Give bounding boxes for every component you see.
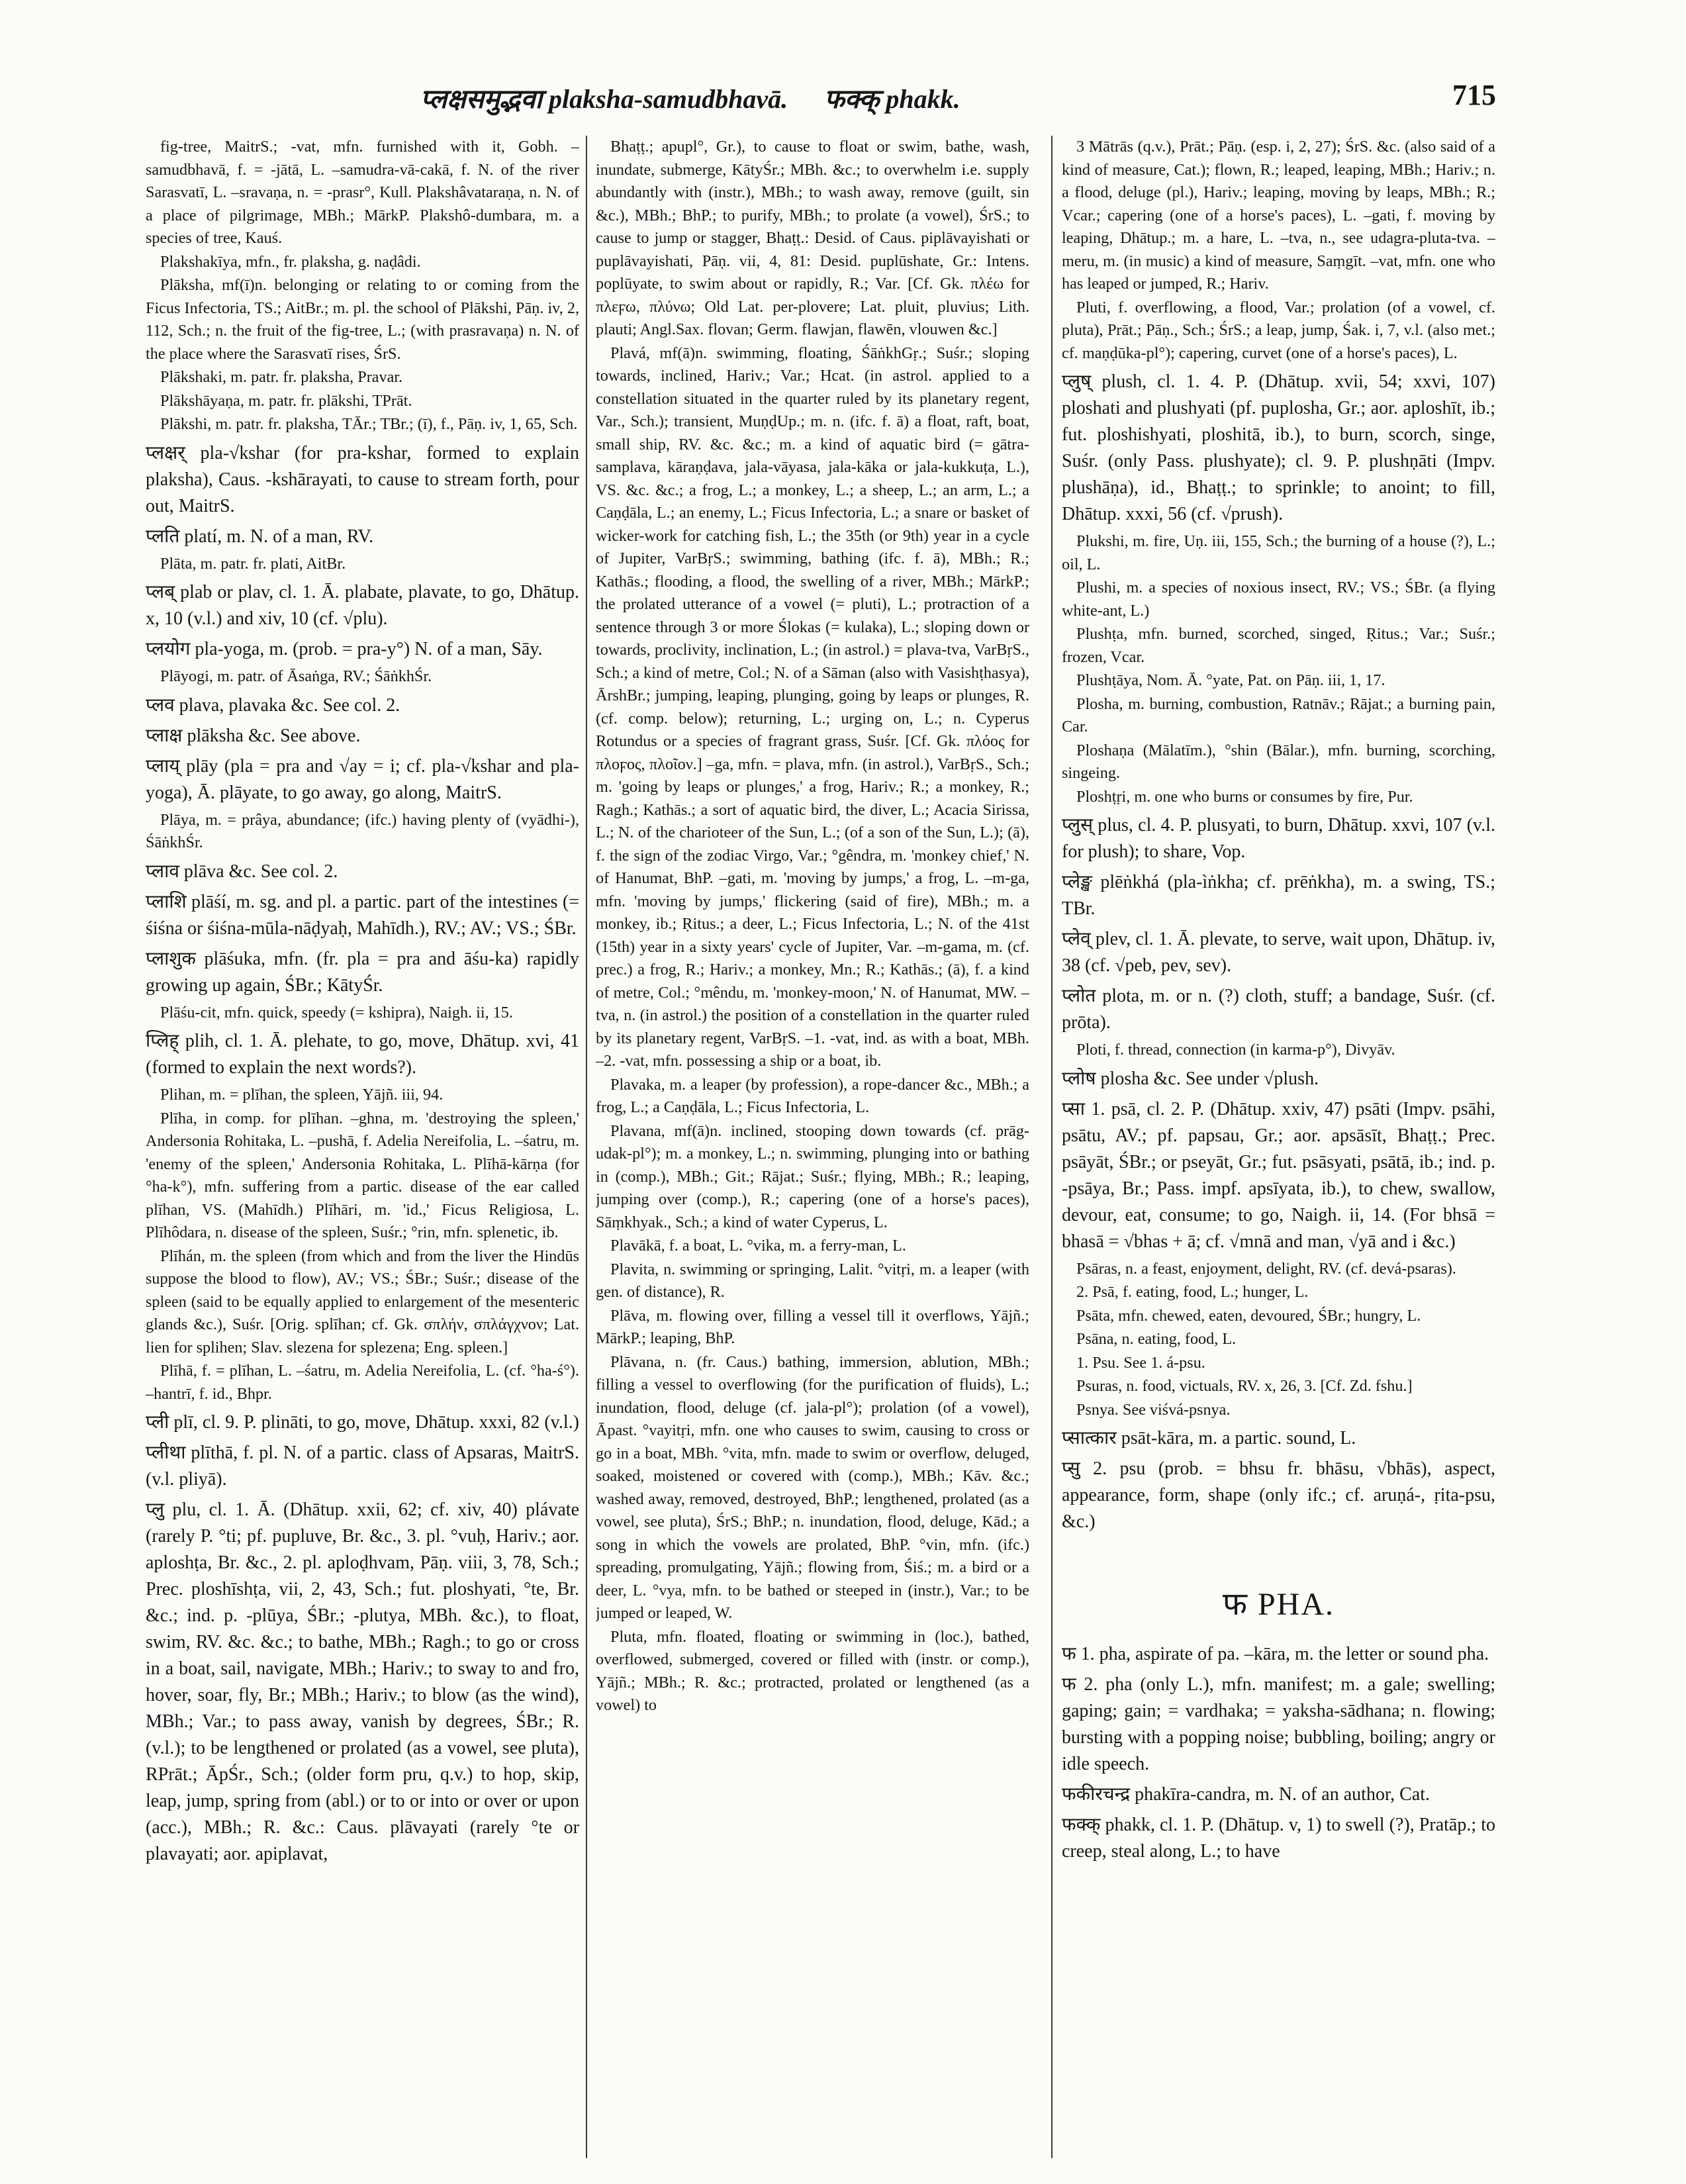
section-heading: फ PHA. [1222, 1587, 1335, 1622]
dictionary-entry: Ploti, f. thread, connection (in karma-p°), Divyāv. [1076, 1041, 1395, 1059]
dictionary-entry: Psnya. See viśvá-psnya. [1076, 1400, 1231, 1419]
column-2 [596, 136, 1029, 2161]
dictionary-entry: Plāya, m. = prâya, abundance; (ifc.) having plenty of (vyādhi-), ŚāṅkhŚr. [146, 810, 579, 851]
headword-entry: प्लुष् plush, cl. 1. 4. P. (Dhātup. xvii, 54; xxvi, 107) ploshati and plushyati (pf. puplosha, Gr.; aor. aploshīt, ib.; fut. ploshishyati, ploshitā, ib.), to burn, scorch, singe, Suśr. (only Pass. plushyate); cl. 9. P. plushṇāti (Impv. plushāṇa), id., Bhaṭṭ.; to sprinkle; to anoint; to fill, Dhātup. xxxi, 56 (cf. √prush). [1062, 371, 1495, 524]
page-number: 715 [1452, 79, 1496, 111]
headword-entry: प्लाव plāva &c. See col. 2. [146, 861, 338, 882]
dictionary-entry: Plāvana, n. (fr. Caus.) bathing, immersion, ablution, MBh.; filling a vessel to overflowing (for the purification of fluids), L.; inundation, flood, deluge (cf. jala-pl°); prolation (of a vowel), Āpast. °vayitṛi, mfn. one who causes to swim, causing to cross or go in a boat, MBh. °vita, mfn. made to swim or overflow, deluged, soaked, moistened or covered with (comp.), MBh.; Kāv. &c.; washed away, removed, destroyed, BhP.; lengthened, prolated (as a vowel, see pluta), ŚrS.; BhP.; n. inundation, flood, deluge, Kād.; a song in which the vowels are prolated, BhP. °vin, mfn. (ifc.) spreading, promulgating, Yājñ.; flowing from, Śiś.; m. a bird or a deer, L. °vya, mfn. to be bathed or steeped in (instr.), Var.; to be jumped or leaped, W. [596, 1353, 1029, 1622]
headword-entry: फक्क् phakk, cl. 1. P. (Dhātup. v, 1) to swell (?), Pratāp.; to creep, steal along, L.; to have [1062, 1815, 1495, 1862]
dictionary-entry: Psuras, n. food, victuals, RV. x, 26, 3. [Cf. Zd. fshu.] [1076, 1377, 1413, 1395]
column-3 [1062, 136, 1495, 2161]
header-mid-title: फक्क् phakk. [824, 84, 960, 114]
headword-entry: प्लाशुक plāśuka, mfn. (fr. pla = pra and āśu-ka) rapidly growing up again, ŚBr.; KātyŚr. [146, 948, 579, 996]
dictionary-entry: Plushṭāya, Nom. Ā. °yate, Pat. on Pāṇ. iii, 1, 17. [1076, 671, 1385, 689]
headword-entry: प्सात्कार psāt-kāra, m. a partic. sound, L. [1062, 1428, 1356, 1448]
dictionary-entry: Plāśu-cit, mfn. quick, speedy (= kshipra), Naigh. ii, 15. [160, 1003, 513, 1021]
headword-entry: प्लयोग pla-yoga, m. (prob. = pra-y°) N. of a man, Sāy. [146, 639, 543, 659]
headword-entry: प्लाक्ष plāksha &c. See above. [146, 725, 361, 746]
headword-entry: प्सा 1. psā, cl. 2. P. (Dhātup. xxiv, 47) psāti (Impv. psāhi, psātu, AV.; pf. papsau, Gr.; aor. apsāsīt, Bhaṭṭ.; Prec. psāyāt, ŚBr.; or pseyāt, Gr.; fut. psāsyati, psātā, ib.; ind. p. -psāya, Br.; Pass. impf. apsīyata, ib.), to chew, swallow, devour, eat, consume; to go, Naigh. ii, 14. (For bhsā = bhasā = √bhas + ā; cf. √mnā and man, √yā and i &c.) [1062, 1098, 1495, 1252]
dictionary-entry: Pluti, f. overflowing, a flood, Var.; prolation (of a vowel, cf. pluta), Prāt.; Pāṇ., Sch.; ŚrS.; a leap, jump, Śak. i, 7, v.l. (also met.; cf. maṇḍūka-pl°); capering, curvet (one of a horse's paces), L. [1062, 298, 1495, 362]
headword-entry: फ 1. pha, aspirate of pa. –kāra, m. the letter or sound pha. [1062, 1644, 1489, 1664]
page-header [142, 74, 1496, 120]
dictionary-entry: Ploshaṇa (Mālatīm.), °shin (Bālar.), mfn. burning, scorching, singeing. [1062, 741, 1495, 782]
dictionary-entry: Plākshaki, m. patr. fr. plaksha, Pravar. [160, 368, 403, 386]
dictionary-entry: Plāta, m. patr. fr. plati, AitBr. [160, 554, 346, 573]
headword-entry: प्लाशि plāśí, m. sg. and pl. a partic. part of the intestines (= śiśna or śiśna-mūla-nāḍyaḥ, Mahīdh.), RV.; AV.; VS.; ŚBr. [146, 891, 579, 939]
dictionary-entry: Plākshi, m. patr. fr. plaksha, TĀr.; TBr.; (ī), f., Pāṇ. iv, 1, 65, Sch. [160, 415, 578, 433]
headword-entry: प्लक्षर् pla-√kshar (for pra-kshar, formed to explain plaksha), Caus. -kshārayati, to cause to stream forth, pour out, MaitrS. [146, 442, 579, 516]
headword-entry: प्लब् plab or plav, cl. 1. Ā. plabate, plavate, to go, Dhātup. x, 10 (v.l.) and xiv, 10 (cf. √plu). [146, 582, 579, 629]
dictionary-entry: Plavana, mf(ā)n. inclined, stooping down towards (cf. prāg-udak-pl°); m. a monkey, L.; n. swimming, plunging into or bathing in (comp.), MBh.; Git.; Rājat.; Suśr.; flying, MBh.; R.; leaping, jumping over (comp.), R.; capering (one of a horse's paces), Sāṃkhyak., Sch.; a kind of water Cyperus, L. [596, 1121, 1029, 1231]
dictionary-entry: Plukshi, m. fire, Uṇ. iii, 155, Sch.; the burning of a house (?), L.; oil, L. [1062, 532, 1495, 573]
dictionary-entry: Plāva, m. flowing over, filling a vessel till it overflows, Yājñ.; MārkP.; leaping, BhP. [596, 1306, 1029, 1347]
headword-entry: प्लीथा plīthā, f. pl. N. of a partic. class of Apsaras, MaitrS. (v.l. pliyā). [146, 1443, 579, 1490]
dictionary-entry: Plosha, m. burning, combustion, Ratnāv.; Rājat.; a burning pain, Car. [1062, 694, 1495, 736]
dictionary-entry: Plīha, in comp. for plīhan. –ghna, m. 'destroying the spleen,' Andersonia Rohitaka, L. –pushā, f. Adelia Nereifolia, L. –śatru, m. 'enemy of the spleen,' Andersonia Rohitaka, L. Plīhā-kārṇa (for °ha-k°), mfn. suffering from a partic. disease of the ear called plīhan, VS. (Mahīdh.) Plīhāri, m. 'id.,' Ficus Religiosa, L. Plīhôdara, n. disease of the spleen, Suśr.; °rin, mfn. splenetic, ib. [146, 1109, 579, 1241]
headword-entry: प्लेव् plev, cl. 1. Ā. plevate, to serve, wait upon, Dhātup. iv, 38 (cf. √peb, pev, sev). [1062, 929, 1495, 976]
column-1 [146, 136, 579, 2161]
dictionary-entry: Plīhā, f. = plīhan, L. –śatru, m. Adelia Nereifolia, L. (cf. °ha-ś°). –hantrī, f. id., Bhpr. [146, 1362, 579, 1403]
dictionary-entry: Psāta, mfn. chewed, eaten, devoured, ŚBr.; hungry, L. [1076, 1306, 1421, 1325]
headword-entry: प्लोष plosha &c. See under √plush. [1062, 1068, 1319, 1089]
dictionary-entry: 1. Psu. See 1. á-psu. [1076, 1353, 1205, 1372]
dictionary-entry: Plushṭa, mfn. burned, scorched, singed, Ṛitus.; Var.; Suśr.; frozen, Vcar. [1062, 625, 1495, 666]
headword-entry: प्लेङ्ख plēṅkhá (pla-ìṅkha; cf. prēṅkha), m. a swing, TS.; TBr. [1062, 872, 1495, 919]
dictionary-entry: fig-tree, MaitrS.; -vat, mfn. furnished with it, Gobh. –samudbhavā, f. = -jātā, L. –samudra-vā-cakā, f. N. of the river Sarasvatī, L. –sravaṇa, n. = -prasr°, Kull. Plakshâvataraṇa, n. N. of a place of pilgrimage, MBh.; MārkP. Plakshô-dumbara, m. a species of tree, Kauś. [146, 138, 579, 247]
headword-entry: प्लिह् plih, cl. 1. Ā. plehate, to go, move, Dhātup. xvi, 41 (formed to explain the next words?). [146, 1031, 579, 1078]
column-divider [586, 136, 587, 2158]
dictionary-entry: Plakshakīya, mfn., fr. plaksha, g. naḍâdi. [160, 252, 421, 271]
dictionary-entry: Plihan, m. = plīhan, the spleen, Yājñ. iii, 94. [160, 1086, 444, 1104]
dictionary-entry: Plākshāyaṇa, m. patr. fr. plākshi, TPrāt. [160, 391, 412, 410]
dictionary-entry: Plavaka, m. a leaper (by profession), a rope-dancer &c., MBh.; a frog, L.; a Caṇḍāla, L.; Ficus Infectoria, L. [596, 1075, 1029, 1116]
column-divider [1051, 136, 1053, 2158]
dictionary-entry: Pluta, mfn. floated, floating or swimming in (loc.), bathed, overflowed, submerged, covered or filled with (instr. or comp.), Yājñ.; MBh.; R. &c.; protracted, prolated or lengthened (as a vowel) to [596, 1627, 1029, 1714]
dictionary-entry: Plavākā, f. a boat, L. °vika, m. a ferry-man, L. [610, 1237, 906, 1255]
headword-entry: प्लव plava, plavaka &c. See col. 2. [146, 694, 400, 716]
headword-entry: प्ली plī, cl. 9. P. plināti, to go, move, Dhātup. xxxi, 82 (v.l.) [146, 1412, 579, 1433]
dictionary-entry: Plīhán, m. the spleen (from which and from the liver the Hindūs suppose the blood to flow), AV.; VS.; ŚBr.; Suśr.; disease of the spleen (said to be equally applied to enlargement of the mesenteric glands &c.), Suśr. [Orig. splīhan; cf. Gk. σπλήν, σπλάγχνον; Lat. lien for splihen; Slav. slezena for splezena; Eng. spleen.] [146, 1247, 579, 1356]
dictionary-entry: Plāyogi, m. patr. of Āsaṅga, RV.; ŚāṅkhŚr. [160, 667, 432, 685]
dictionary-entry: Plāksha, mf(ī)n. belonging or relating to or coming from the Ficus Infectoria, TS.; AitBr.; m. pl. the school of Plākshi, Pāṇ. iv, 2, 112, Sch.; n. the fruit of the fig-tree, L.; (with prasravaṇa) n. N. of the place where the Sarasvatī rises, ŚrS. [146, 276, 579, 363]
dictionary-entry: Plavá, mf(ā)n. swimming, floating, ŚāṅkhGṛ.; Suśr.; sloping towards, inclined, Hariv.; Var.; Hcat. (in astrol. applied to a constellation situated in the quarter ruled by its planetary regent, Var., Sch.); transient, MuṇḍUp.; m. n. (ifc. f. ā) a float, raft, boat, small ship, RV. &c. &c.; m. a kind of aquatic bird (= gātra-samplava, kāraṇḍava, jala-vāyasa, jala-kāka or jala-kukkuṭa, L.), VS. &c. &c.; a frog, L.; a monkey, L.; a sheep, L.; an arm, L.; a Caṇḍāla, L.; an enemy, L.; Ficus Infectoria, L.; a snare or basket of wicker-work for catching fish, L.; the 35th (or 9th) year in a cycle of Jupiter, VarBṛS.; swimming, bathing (ifc. f. ā), MBh.; R.; Kathās.; flooding, a flood, the swelling of a river, MBh.; MārkP.; the prolated utterance of a vowel (= pluti), L.; protraction of a sentence through 3 or more Ślokas (= kulaka), L.; sloping down or towards, proclivity, inclination, L.; (in astrol.) = plava-tva, VarBṛS., Sch.; a kind of metre, Col.; N. of a Sāman (also with Vasishṭhasya), ĀrshBr.; jumping, leaping, plunging, going by leaps or plunges, R. (cf. comp. below); returning, L.; urging on, L.; n. Cyperus Rotundus or a species of fragrant grass, Suśr. [Cf. Gk. πλόος for πλοϝος, πλοῖον.] –ga, mfn. = plava, mfn. (in astrol.), VarBṛS., Sch.; m. 'going by leaps or plunges,' a frog, Hariv.; R.; a monkey, R.; Ragh.; Kathās.; a sort of aquatic bird, the diver, L.; Acacia Sirissa, L.; N. of the charioteer of the Sun, L.; (of a son of the Sun, L.); (ā), f. the sign of the zodiac Virgo, Var.; °gêndra, m. 'monkey chief,' N. of Hanumat, BhP. –gati, m. 'moving by jumps,' a frog, L. –m-ga, mfn. 'moving by jumps,' flickering (said of fire), MBh.; m. a monkey, ib.; Ṛitus.; a deer, L.; Ficus Infectoria, L.; N. of the 41st (15th) year in a sixty years' cycle of Jupiter, Var. –m-gama, m. (cf. prec.) a frog, R.; Hariv.; a monkey, Mn.; R.; Kathās.; (ā), f. a kind of metre, Col.; °mêndu, m. 'monkey-moon,' N. of Hanumat, MW. –tva, n. (in astrol.) the position of a constellation in the quarter ruled by its planetary regent, VarBṛS. –1. -vat, ind. as with a boat, MBh. –2. -vat, mfn. possessing a ship or a boat, ib. [596, 344, 1029, 1070]
headword-entry: फकीरचन्द्र phakīra-candra, m. N. of an author, Cat. [1062, 1784, 1430, 1805]
headword-entry: प्सु 2. psu (prob. = bhsu fr. bhāsu, √bhās), aspect, appearance, form, shape (only ifc.; cf. aruṇá-, ṛita-psu, &c.) [1062, 1458, 1495, 1532]
headword-entry: फ 2. pha (only L.), mfn. manifest; m. a gale; swelling; gaping; gain; = vardhaka; = yaksha-sādhana; n. flowing; bursting with a popping noise; bubbling, boiling; angry or idle speech. [1062, 1674, 1495, 1774]
dictionary-entry: Plushi, m. a species of noxious insect, RV.; VS.; ŚBr. (a flying white-ant, L.) [1062, 579, 1495, 620]
dictionary-entry: Plavita, n. swimming or springing, Lalit. °vitṛi, m. a leaper (with gen. of distance), R. [596, 1260, 1029, 1301]
dictionary-entry: Bhaṭṭ.; apupl°, Gr.), to cause to float or swim, bathe, wash, inundate, submerge, KātyŚr.; MBh. &c.; to overwhelm i.e. supply abundantly with (instr.), MBh.; to wash away, remove (guilt, sin &c.), MBh.; BhP.; to purify, MBh.; to prolate (a vowel), ŚrS.; to cause to jump or stagger, Bhaṭṭ.: Desid. of Caus. piplāvayishati or puplāvayishati, Pāṇ. vii, 4, 81: Desid. puplūshate, Gr.: Intens. poplūyate, to swim about or rapidly, R.; Var. [Cf. Gk. πλέω for πλεϝω, πλύνω; Old Lat. per-plovere; Lat. pluit, pluvius; Lith. plauti; Angl.Sax. flovan; Germ. flawjan, flawēn, vlouwen &c.] [596, 138, 1029, 338]
dictionary-entry: Psāras, n. a feast, enjoyment, delight, RV. (cf. devá-psaras). [1076, 1259, 1456, 1278]
dictionary-entry: Ploshṭṛi, m. one who burns or consumes by fire, Pur. [1076, 787, 1413, 806]
dictionary-entry: 3 Mātrās (q.v.), Prāt.; Pāṇ. (esp. i, 2, 27); ŚrS. &c. (also said of a kind of measure, Cat.); flown, R.; leaped, leaping, MBh.; Hariv.; n. a flood, deluge (pl.), Hariv.; leaping, moving by leaps, MBh.; R.; Vcar.; capering (one of a horse's paces), L. –gati, f. moving by leaping, Dhātup.; m. a hare, L. –tva, n., see udagra-pluta-tva. –meru, m. (in music) a kind of measure, Saṃgīt. –vat, mfn. one who has leaped or jumped, R.; Hariv. [1062, 138, 1495, 293]
dictionary-entry: Psāna, n. eating, food, L. [1076, 1330, 1237, 1348]
dictionary-entry: 2. Psā, f. eating, food, L.; hunger, L. [1076, 1283, 1309, 1301]
headword-entry: प्लुस् plus, cl. 4. P. plusyati, to burn, Dhātup. xxvi, 107 (v.l. for plush); to share, Vop. [1062, 815, 1495, 862]
headword-entry: प्लु plu, cl. 1. Ā. (Dhātup. xxii, 62; cf. xiv, 40) plávate (rarely P. °ti; pf. pupluve, Br. &c., 3. pl. °vuḥ, Hariv.; aor. aploshṭa, Br. &c., 2. pl. aploḍhvam, Pāṇ. viii, 3, 78, Sch.; Prec. ploshīshṭa, vii, 2, 43, Sch.; fut. ploshyati, °te, Br. &c.; ind. p. -plūya, ŚBr.; -plutya, MBh. &c.), to float, swim, RV. &c. &c.; to bathe, MBh.; Ragh.; to go or cross in a boat, sail, navigate, MBh.; Hariv.; to sway to and fro, hover, soar, fly, Br.; MBh.; Hariv.; to blow (as the wind), MBh.; Var.; to pass away, vanish by degrees, ŚBr.; R. (v.l.); to be lengthened or prolated (as a vowel, see pluta), RPrāt.; ĀpŚr., Sch.; (older form pru, q.v.) to hop, skip, leap, jump, spring from (abl.) or to or into or over or upon (acc.), MBh.; R. &c.: Caus. plāvayati (rarely °te or plavayati; aor. apiplavat, [146, 1499, 579, 1864]
headword-entry: प्लाय् plāy (pla = pra and √ay = i; cf. pla-√kshar and pla-yoga), Ā. plāyate, to go away, go along, MaitrS. [146, 755, 579, 803]
header-left-title: प्लक्षसमुद्भवा plaksha-samudbhavā. [420, 84, 788, 114]
headword-entry: प्लोत plota, m. or n. (?) cloth, stuff; a bandage, Suśr. (cf. prōta). [1062, 986, 1495, 1033]
headword-entry: प्लति platí, m. N. of a man, RV. [146, 526, 374, 547]
